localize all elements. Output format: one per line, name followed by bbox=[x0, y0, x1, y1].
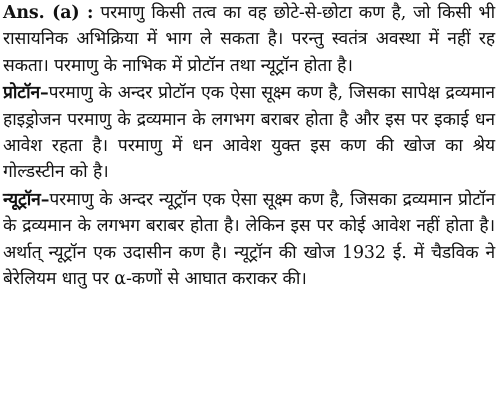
answer-text: परमाणु किसी तत्व का वह छोटे-से-छोटा कण है, जो किसी भी रासायनिक अभिक्रिया में भाग ले सकता है। परन्तु स्वतंत्र अवस्था में नहीं रह सकता। परमाणु के नाभिक में प्रोटॉन तथा न्यूट्रॉन होता है। bbox=[3, 3, 495, 76]
proton-heading: प्रोटॉन– bbox=[3, 83, 49, 104]
proton-paragraph bbox=[3, 80, 495, 186]
answer-label: Ans. (a) : bbox=[3, 3, 94, 23]
neutron-text: परमाणु के अन्दर न्यूट्रॉन एक ऐसा सूक्ष्म कण है, जिसका द्रव्यमान प्रोटॉन के द्रव्यमान के लगभग बराबर होता है। लेकिन इस पर कोई आवेश नहीं होता है। अर्थात् न्यूट्रॉन एक उदासीन कण है। न्यूट्रॉन की खोज 1932 ई. में चैडविक ने बेरेलियम धातु पर α-कणों से आघात कराकर की। bbox=[3, 189, 495, 290]
proton-text: परमाणु के अन्दर प्रोटॉन एक ऐसा सूक्ष्म कण है, जिसका सापेक्ष द्रव्यमान हाइड्रोजन परमाणु के द्रव्यमान के लगभग बराबर होता है और इस पर इकाई धन आवेश रहता है। परमाणु में धन आवेश युक्त इस कण की खोज का श्रेय गोल्डस्टीन को है। bbox=[3, 83, 495, 183]
answer-paragraph bbox=[3, 0, 495, 79]
neutron-paragraph bbox=[3, 187, 495, 293]
neutron-heading: न्यूट्रॉन– bbox=[3, 189, 50, 210]
